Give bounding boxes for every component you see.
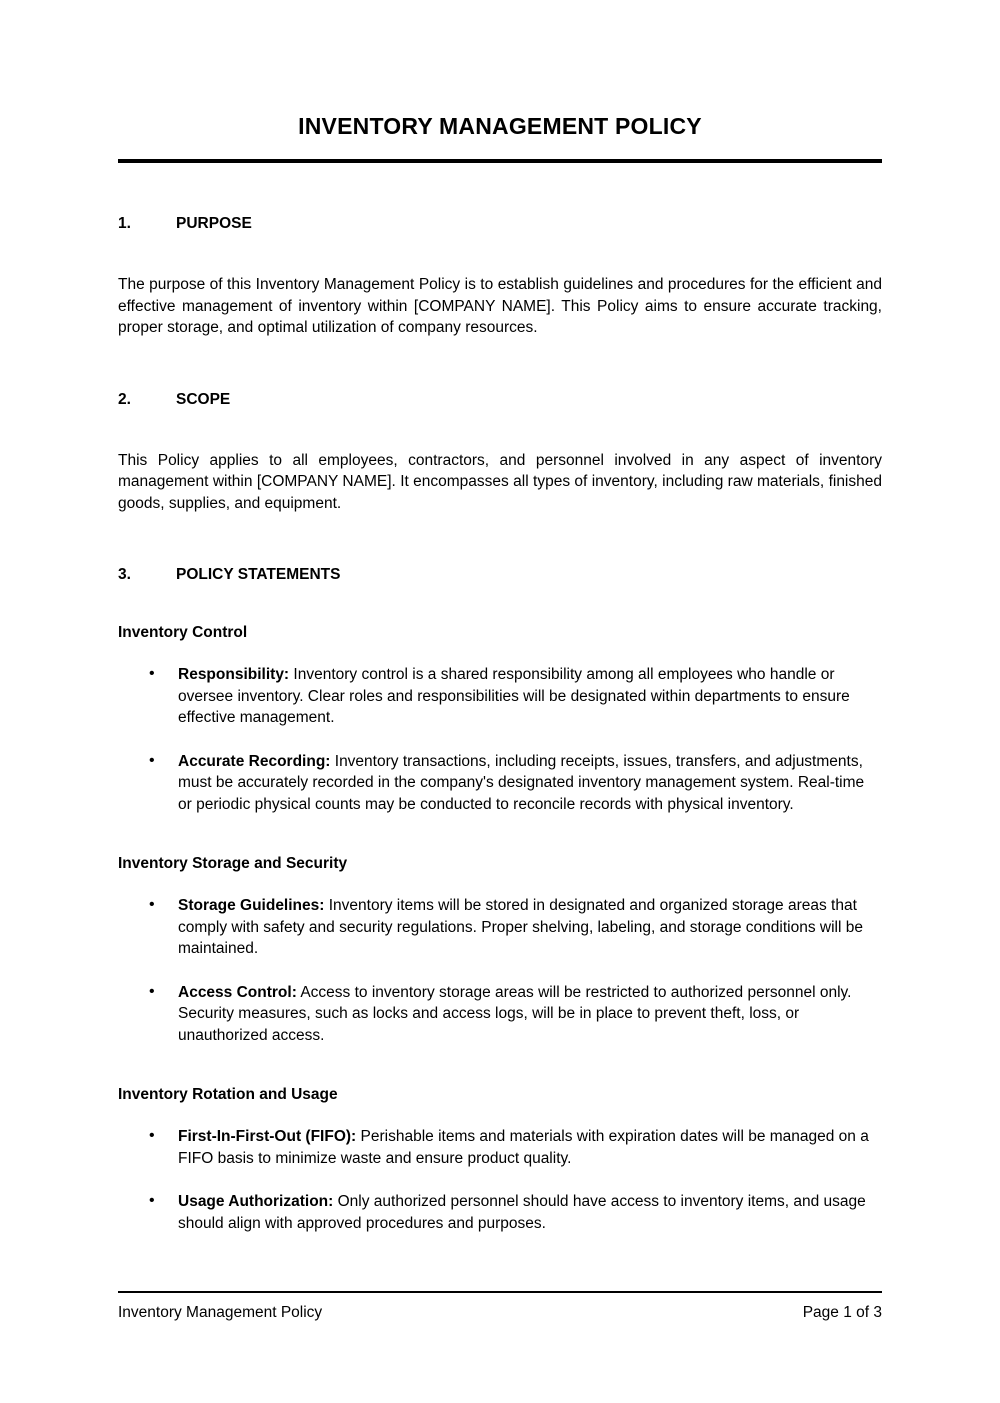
title-divider xyxy=(118,159,882,163)
section-number: 2. xyxy=(118,390,131,408)
bullet-item xyxy=(118,751,882,816)
bullet-icon: • xyxy=(149,1127,155,1144)
bullet-list-inventory-control xyxy=(118,664,882,815)
subsection-heading-rotation-usage: Inventory Rotation and Usage xyxy=(118,1086,338,1103)
footer-divider xyxy=(118,1291,882,1293)
bullet-text: Inventory items will be stored in designated and organized storage areas that comply with safety and security regulations. Proper shelving, labeling, and storage conditions will be maintained. xyxy=(178,897,863,957)
paragraph-scope: This Policy applies to all employees, contractors, and personnel involved in any aspect of inventory management within [COMPANY NAME]. It encompasses all types of inventory, including raw materials, finished goods, supplies, and equipment. xyxy=(118,451,882,512)
bullet-list-rotation-usage xyxy=(118,1126,882,1234)
bullet-text: Inventory control is a shared responsibility among all employees who handle or oversee inventory. Clear roles and responsibilities will be designated within departments to ensure effective management. xyxy=(178,666,850,726)
bullet-lead: Storage Guidelines: xyxy=(178,897,325,914)
bullet-icon: • xyxy=(149,751,155,769)
bullet-item xyxy=(118,1191,882,1234)
bullet-list-storage-security xyxy=(118,895,882,1046)
section-heading-label: SCOPE xyxy=(176,390,231,408)
bullet-icon: • xyxy=(149,1192,155,1209)
bullet-lead: First-In-First-Out (FIFO): xyxy=(178,1128,357,1145)
bullet-item xyxy=(118,982,882,1047)
bullet-lead: Usage Authorization: xyxy=(178,1193,334,1210)
bullet-lead: Accurate Recording: xyxy=(178,752,331,770)
document-page xyxy=(0,113,1000,1403)
bullet-text: Access to inventory storage areas will be restricted to authorized personnel only. Security measures, such as locks and access logs, will be in place to prevent theft, loss, or unauthorized access. xyxy=(178,983,852,1044)
section-heading-label: POLICY STATEMENTS xyxy=(176,566,341,583)
footer-document-title: Inventory Management Policy xyxy=(118,1304,323,1321)
bullet-text: Perishable items and materials with expiration dates will be managed on a FIFO basis to minimize waste and ensure product quality. xyxy=(178,1128,869,1167)
bullet-item xyxy=(118,1126,882,1169)
bullet-item xyxy=(118,895,882,960)
section-heading-scope xyxy=(118,391,882,409)
bullet-text: Inventory transactions, including receipts, issues, transfers, and adjustments, must be accurately recorded in the company's designated inventory management system. Real-time or periodic physical counts may be conducted to reconcile records with physical inventory. xyxy=(178,752,865,813)
bullet-item xyxy=(118,664,882,729)
bullet-text: Only authorized personnel should have access to inventory items, and usage should align with approved procedures and purposes. xyxy=(178,1193,866,1232)
footer-page-number: Page 1 of 3 xyxy=(802,1304,882,1321)
page-footer xyxy=(118,1291,882,1322)
section-heading-purpose xyxy=(118,215,882,233)
bullet-lead: Responsibility: xyxy=(178,666,290,683)
section-heading-policy-statements xyxy=(118,566,882,584)
bullet-icon: • xyxy=(149,896,155,913)
section-number: 1. xyxy=(118,215,131,232)
bullet-icon: • xyxy=(149,982,155,1000)
subsection-heading-inventory-control: Inventory Control xyxy=(118,624,248,641)
section-heading-label: PURPOSE xyxy=(176,215,252,232)
bullet-lead: Access Control: xyxy=(178,983,297,1001)
page-title: INVENTORY MANAGEMENT POLICY xyxy=(298,113,702,139)
paragraph-purpose: The purpose of this Inventory Management Policy is to establish guidelines and procedures for the efficient and effective management of inventory within [COMPANY NAME]. This Policy aims to ensure accurate tracking, proper storage, and optimal utilization of company resources. xyxy=(118,276,882,336)
subsection-heading-storage-security: Inventory Storage and Security xyxy=(118,855,348,872)
bullet-icon: • xyxy=(149,665,155,682)
section-number: 3. xyxy=(118,566,131,583)
